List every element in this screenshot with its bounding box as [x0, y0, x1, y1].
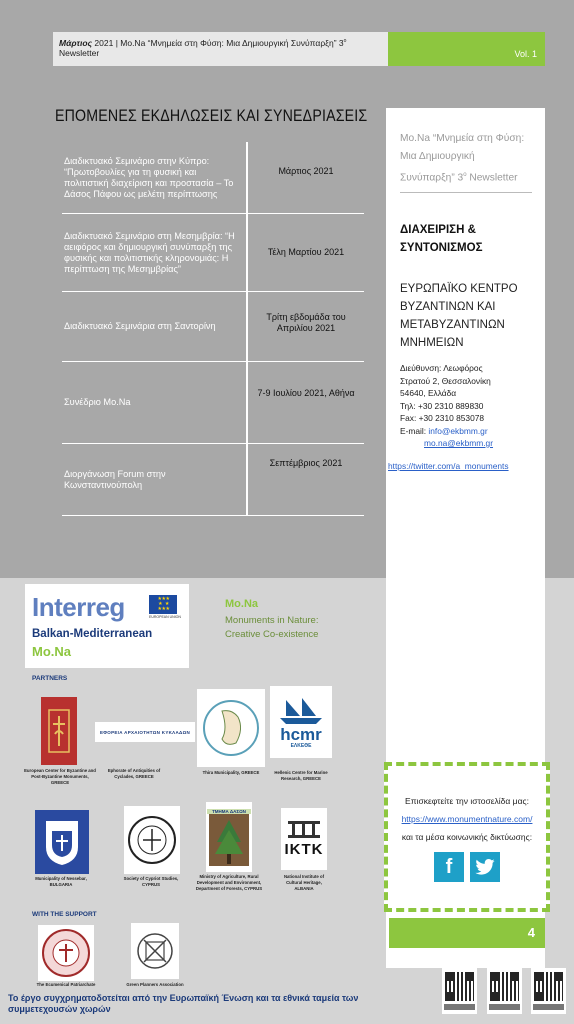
qr-code-icon [531, 968, 566, 1014]
event-row [62, 444, 364, 516]
address-line: Διεύθυνση: Λεωφόρος [400, 363, 483, 373]
partner-caption: European Center for Byzantine and Post-Byzantine Monuments, GREECE [24, 768, 96, 785]
interreg-word: Interreg [32, 592, 125, 622]
header-rest: 2021 | Mo.Na “Μνημεία στη Φύση: Μια Δημιουργική Συνύπαρξη” 3 [92, 38, 344, 48]
header-title [53, 32, 388, 66]
program-project: Mo.Na [32, 644, 71, 659]
visit-website-box [384, 762, 550, 912]
twitter-bird-icon [475, 859, 495, 875]
event-name: Διαδικτυακό Σεμινάρια στη Σαντορίνη [64, 321, 216, 331]
event-row [62, 142, 364, 214]
hcmr-logo [270, 686, 332, 758]
organization-name: ΕΥΡΩΠΑΪΚΟ ΚΕΝΤΡΟ ΒΥΖΑΝΤΙΝΩΝ ΚΑΙ ΜΕΤΑΒΥΖΑΝΤΙΝΩΝ ΜΝΗΜΕΙΩΝ [400, 283, 518, 349]
partner-caption: Society of Cypriot Studies, CYPRUS [123, 876, 179, 887]
subtitle-line: Creative Co-existence [225, 629, 319, 640]
partner-caption: Hellenic Centre for Marine Research, GREECE [274, 770, 328, 781]
partners-heading: PARTNERS [32, 675, 68, 682]
eu-flag-icon: ★★★ ★ ★ ★★★ [149, 595, 177, 614]
section-title: ΕΠΟΜΕΝΕΣ ΕΚΔΗΛΩΣΕΙΣ ΚΑΙ ΣΥΝΕΔΡΙΑΣΕΙΣ [55, 107, 368, 125]
qr-code-icon [487, 968, 522, 1014]
panel-title-sup: ο [463, 172, 467, 178]
contact-details [400, 362, 545, 450]
green-planners-logo [131, 923, 179, 979]
email-label: E-mail: [400, 425, 429, 436]
partner-caption: Ephorate of Antiquities of Cyclades, GREECE [107, 768, 161, 779]
header-newsletter: Newsletter [59, 48, 100, 58]
address-line: 54640, Ελλάδα [400, 388, 457, 398]
event-date: Τέλη Μαρτίου 2021 [267, 247, 345, 257]
project-title: Mo.Na [225, 598, 258, 610]
event-name: Διοργάνωση Forum στην Κωνσταντινούπολη [64, 468, 166, 490]
phone: Τηλ: +30 2310 889830 [400, 400, 484, 411]
partner-caption: National Institute of Cultural Heritage, ALBANIA [283, 874, 325, 891]
patriarchate-seal-icon [41, 928, 91, 978]
fax: Fax: +30 2310 853078 [400, 413, 485, 423]
panel-heading: ΔΙΑΧΕΙΡΙΣΗ & ΣΥΝΤΟΝΙΣΜΟΣ [400, 224, 483, 254]
hcmr-logo-sub: ΕΛΚΕΘΕ [290, 742, 312, 749]
visit-label: Επισκεφτείτε την ιστοσελίδα μας: [405, 796, 529, 806]
cofunding-note: Το έργο συγχρηματοδοτείται από την Ευρωπαϊκή Ένωση και τα εθνικά ταμεία των συμμετεχουσών χωρών [8, 993, 359, 1014]
ephorate-logo [95, 722, 195, 742]
hcmr-logo-text: hcmr [280, 724, 322, 744]
facebook-icon[interactable]: f [434, 852, 464, 882]
interreg-logo [25, 584, 189, 668]
forests-dept-logo [206, 802, 252, 872]
twitter-icon[interactable] [470, 852, 500, 882]
social-icons [388, 852, 546, 882]
byzantine-emblem-icon [47, 708, 71, 754]
subtitle-line: Monuments in Nature: [225, 615, 319, 626]
website-link[interactable]: https://www.monumentnature.com/ [401, 814, 533, 824]
event-date: 7-9 Ιουλίου 2021, Αθήνα [257, 388, 355, 398]
ikth-logo-text: IKTK [284, 840, 324, 858]
panel-title [400, 130, 530, 187]
thira-logo [197, 689, 265, 767]
support-caption: Green Planners Association [126, 982, 184, 987]
event-date: Μάρτιος 2021 [278, 166, 334, 176]
address-line: Στρατού 2, Θεσσαλονίκη [400, 375, 491, 386]
events-table [62, 142, 364, 516]
santorini-map-icon [202, 699, 260, 757]
event-row [62, 292, 364, 362]
partner-caption: Ministry of Agriculture, Rural Development and Environment, Department of Forests, CYPRUS [195, 874, 263, 891]
page-number: 4 [389, 918, 545, 948]
nessebar-logo [35, 810, 89, 874]
event-date: Σεπτέμβριος 2021 [269, 458, 343, 468]
panel-title-end: Newsletter [466, 172, 518, 184]
event-name: Συνέδριο Mo.Na [64, 397, 131, 407]
twitter-link[interactable]: https://twitter.com/a_monuments [388, 461, 509, 471]
green-planners-emblem-icon [135, 931, 175, 971]
event-name: Διαδικτυακό Σεμινάριο στην Κύπρο: “Πρωτοβουλίες για τη φυσική και πολιτιστική διαχείριση και προστασία – Το Δάσος Πάφου ως μελέτη περίπτωσης [64, 155, 234, 199]
event-name: Διαδικτυακό Σεμινάριο στη Μεσημβρία: “Η αειφόρος και δημιουργική συνύπαρξη της φυσικής και πολιτιστικής κληρονομιάς: Η περίπτωση της Μεσημβρίας” [64, 230, 235, 274]
newsletter-header [53, 32, 545, 66]
support-heading: WITH THE SUPPORT [32, 911, 97, 918]
nessebar-crest-icon [42, 817, 82, 867]
email-link[interactable]: mo.na@ekbmm.gr [424, 438, 494, 448]
ecbpm-logo [41, 697, 77, 765]
panel-title-text: Mo.Na “Μνημεία στη Φύση: Μια Δημιουργική Συνύπαρξη” 3 [400, 133, 525, 184]
partner-caption: Municipality of Nessebar, BULGARIA [35, 876, 87, 887]
society-seal-icon [127, 815, 177, 865]
event-date: Τρίτη εβδομάδα του Απριλίου 2021 [266, 312, 346, 333]
forests-logo-text: ΤΜΗΜΑ ΔΑΣΩΝ [207, 809, 251, 814]
divider [400, 192, 532, 193]
ikth-logo [281, 808, 327, 870]
cypriot-studies-logo [124, 806, 180, 874]
qr-code-icon [442, 968, 477, 1014]
header-month: Μάρτιος [59, 38, 93, 48]
header-sup: ο [343, 38, 347, 45]
event-row [62, 214, 364, 292]
program-name: Balkan-Mediterranean [32, 628, 153, 640]
partner-caption: Thira Municipality, GREECE [202, 770, 260, 775]
ephorate-logo-text: ΕΦΟΡΕΙΑ ΑΡΧΑΙΟΤΗΤΩΝ ΚΥΚΛΑΔΩΝ [99, 729, 191, 735]
email-link[interactable]: info@ekbmm.gr [428, 425, 488, 436]
project-subtitle [225, 614, 318, 642]
tree-icon [209, 814, 249, 866]
patriarchate-logo [38, 925, 94, 981]
volume-label: Vol. 1 [388, 32, 545, 66]
column-icon [286, 821, 322, 841]
event-row [62, 362, 364, 444]
social-label: και τα μέσα κοινωνικής δικτύωσης: [401, 832, 533, 842]
support-caption: The Ecumenical Patriarchate [36, 982, 96, 987]
email-line [400, 425, 545, 438]
ship-icon [276, 696, 326, 726]
eu-label: EUROPEAN UNION [149, 615, 181, 619]
